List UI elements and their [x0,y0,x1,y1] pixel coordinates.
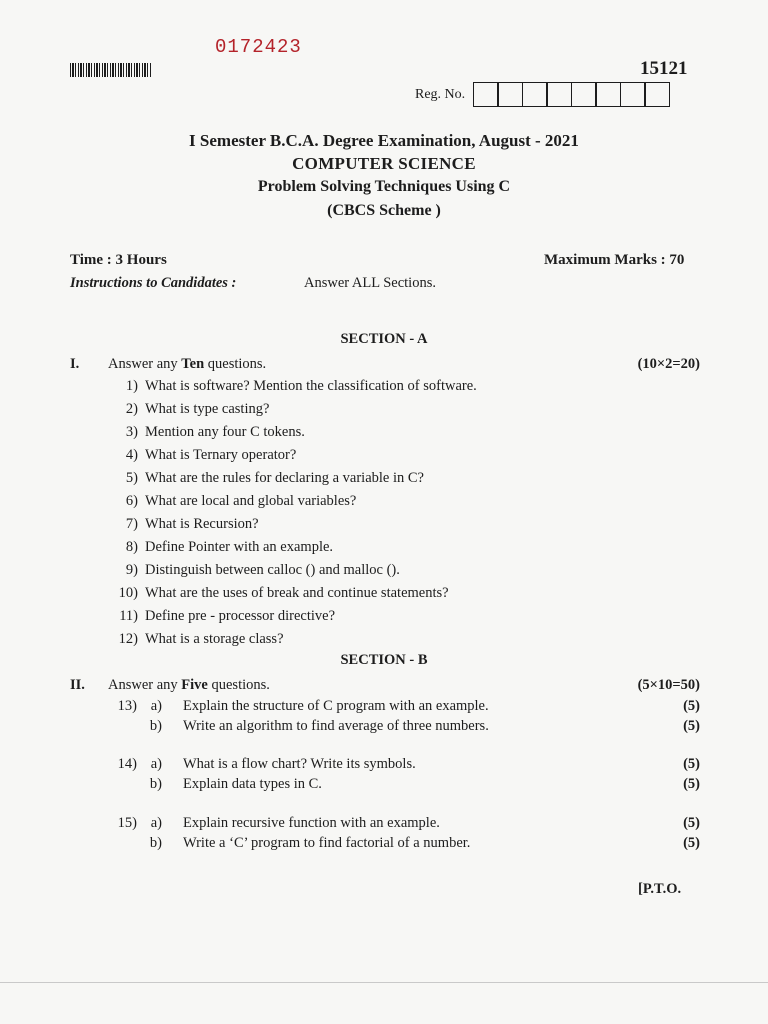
section-a-instruction [108,356,266,373]
stamp-number: 0172423 [215,36,302,58]
barcode-image [70,63,152,77]
sub-question-marks: (5) [683,815,700,831]
reg-no-label: Reg. No. [415,87,466,102]
question-text: What are the rules for declaring a variable in C? [145,470,424,486]
question-number: 6) [125,493,138,509]
section-b-allocation: (5×10=50) [637,677,700,693]
sub-question-label: b) [149,776,162,792]
instruction-count: Five [181,677,208,693]
instruction-prefix: Answer any [108,677,182,693]
question-number: 13) [117,698,137,714]
sub-question-label: a) [150,815,162,831]
question-number: 1) [125,378,138,394]
section-a-allocation: (10×2=20) [637,356,700,372]
question-number: 3) [125,424,138,440]
question-number: 15) [117,815,137,831]
sub-question-marks: (5) [683,776,700,792]
paper-title: Problem Solving Techniques Using C [257,178,511,195]
sub-question-label: a) [150,756,162,772]
sub-question-label: b) [149,718,162,734]
sub-question-label: b) [149,835,162,851]
sub-question-text: Write a ‘C’ program to find factorial of a number. [183,835,471,851]
subject-title: COMPUTER SCIENCE [292,154,476,173]
reg-no-box[interactable] [497,82,523,107]
instruction-prefix: Answer any [108,356,182,372]
question-text: Mention any four C tokens. [145,424,305,440]
question-text: What is software? Mention the classification of software. [145,378,477,394]
question-text: What are local and global variables? [145,493,357,509]
reg-no-box[interactable] [571,82,597,107]
sub-question-text: What is a flow chart? Write its symbols. [183,756,416,772]
exam-duration: Time : 3 Hours [70,252,167,268]
reg-no-box[interactable] [620,82,646,107]
question-text: What are the uses of break and continue statements? [145,585,449,601]
instruction-suffix: questions. [207,677,270,693]
sub-question-marks: (5) [683,835,700,851]
reg-no-box[interactable] [546,82,572,107]
sub-question-label: a) [150,698,162,714]
section-b-roman: II. [70,677,85,693]
sub-question-text: Explain data types in C. [183,776,322,792]
paper-code: 15121 [640,58,688,79]
instruction-suffix: questions. [204,356,267,372]
section-a-roman: I. [70,356,80,372]
sub-question-marks: (5) [683,698,700,714]
question-text: Define Pointer with an example. [145,539,334,555]
sub-question-marks: (5) [683,756,700,772]
instruction-count: Ten [181,356,205,372]
question-number: 5) [125,470,138,486]
question-text: What is Ternary operator? [145,447,297,463]
question-number: 11) [119,608,138,624]
please-turn-over: [P.T.O. [638,881,682,897]
question-number: 7) [125,516,138,532]
question-text: Define pre - processor directive? [145,608,336,624]
reg-no-box[interactable] [473,82,499,107]
question-number: 14) [117,756,137,772]
question-number: 9) [125,562,138,578]
question-text: What is Recursion? [145,516,259,532]
question-number: 12) [118,631,138,647]
exam-title: I Semester B.C.A. Degree Examination, August - 2021 [189,131,579,150]
sub-question-text: Explain the structure of C program with an example. [183,698,489,714]
scheme-title: (CBCS Scheme ) [327,202,441,219]
question-number: 10) [118,585,138,601]
scan-edge-line [0,982,768,983]
reg-no-box[interactable] [522,82,548,107]
maximum-marks: Maximum Marks : 70 [544,252,685,268]
reg-no-box[interactable] [595,82,621,107]
section-b-heading: SECTION - B [340,652,428,668]
sub-question-text: Write an algorithm to find average of three numbers. [183,718,489,734]
section-a-heading: SECTION - A [340,331,428,347]
reg-no-box[interactable] [644,82,670,107]
question-text: What is type casting? [145,401,270,417]
question-number: 8) [125,539,138,555]
section-b-instruction [108,677,270,694]
instructions-label: Instructions to Candidates : [70,275,237,291]
reg-no-boxes [474,82,670,107]
sub-question-marks: (5) [683,718,700,734]
question-number: 2) [125,401,138,417]
question-text: Distinguish between calloc () and malloc (). [145,562,400,578]
instructions-text: Answer ALL Sections. [304,275,436,291]
sub-question-text: Explain recursive function with an example. [183,815,440,831]
question-text: What is a storage class? [145,631,284,647]
question-number: 4) [125,447,138,463]
